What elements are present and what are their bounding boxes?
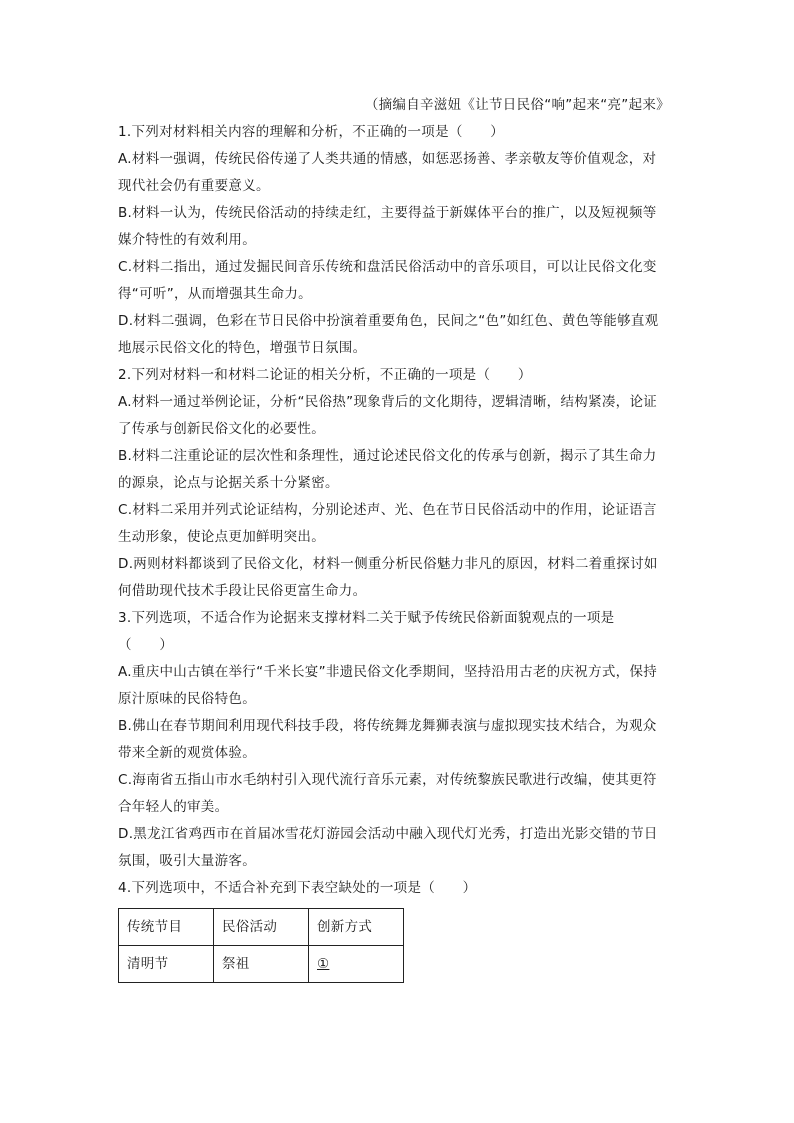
question-3-option-b: B.佛山在春节期间利用现代科技手段，将传统舞龙舞狮表演与虚拟现实技术结合，为观众带来全新的观赏体验。	[118, 718, 657, 761]
question-2-option-c: C.材料二采用并列式论证结构，分别论述声、光、色在节日民俗活动中的作用，论证语言生动形象，使论点更加鲜明突出。	[118, 502, 657, 545]
document-content	[118, 92, 670, 983]
question-4-stem: 4.下列选项中，不适合补充到下表空缺处的一项是（ ）	[118, 880, 477, 896]
question-3-option-d: D.黑龙江省鸡西市在首届冰雪花灯游园会活动中融入现代灯光秀，打造出光影交错的节日氛围，吸引大量游客。	[118, 826, 658, 869]
table-header-cell: 传统节目	[119, 909, 214, 946]
question-3-stem: 3.下列选项，不适合作为论据来支撑材料二关于赋予传统民俗新面貌观点的一项是	[118, 610, 615, 626]
question-3-stem-tail: （ ）	[118, 637, 174, 653]
question-1-stem: 1.下列对材料相关内容的理解和分析，不正确的一项是（ ）	[118, 124, 505, 140]
table-cell: 清明节	[119, 946, 214, 983]
question-1-option-d: D.材料二强调，色彩在节日民俗中扮演着重要角色，民间之“色”如红色、黄色等能够直观地展示民俗文化的特色，增强节日氛围。	[118, 313, 659, 356]
table-header-row	[119, 909, 404, 946]
question-2-option-d: D.两则材料都谈到了民俗文化，材料一侧重分析民俗魅力非凡的原因，材料二着重探讨如何借助现代技术手段让民俗更富生命力。	[118, 556, 658, 599]
question-1-option-b: B.材料一认为，传统民俗活动的持续走红，主要得益于新媒体平台的推广，以及短视频等媒介特性的有效利用。	[118, 205, 657, 248]
question-2-option-b: B.材料二注重论证的层次性和条理性，通过论述民俗文化的传承与创新，揭示了其生命力的源泉，论点与论据关系十分紧密。	[118, 448, 657, 491]
blank-marker: ①	[317, 955, 330, 972]
question-1-option-a: A.材料一强调，传统民俗传递了人类共通的情感，如惩恶扬善、孝亲敬友等价值观念，对现代社会仍有重要意义。	[118, 151, 657, 194]
source-citation: （摘编自辛滋妞《让节日民俗“响”起来“亮”起来》	[364, 97, 670, 113]
question-2-option-a: A.材料一通过举例论证，分析“民俗热”现象背后的文化期待，逻辑清晰，结构紧凑，论证了传承与创新民俗文化的必要性。	[118, 394, 658, 437]
table-cell: 祭祖	[214, 946, 309, 983]
question-2-stem: 2.下列对材料一和材料二论证的相关分析，不正确的一项是（ ）	[118, 367, 532, 383]
table-row	[119, 946, 404, 983]
question-1-option-c: C.材料二指出，通过发掘民间音乐传统和盘活民俗活动中的音乐项目，可以让民俗文化变得“可听”，从而增强其生命力。	[118, 259, 657, 302]
festival-table	[118, 908, 404, 983]
question-3-option-c: C.海南省五指山市水毛纳村引入现代流行音乐元素，对传统黎族民歌进行改编，使其更符合年轻人的审美。	[118, 772, 657, 815]
table-header-cell: 创新方式	[309, 909, 404, 946]
question-3-option-a: A.重庆中山古镇在举行“千米长宴”非遗民俗文化季期间，坚持沿用古老的庆祝方式，保持原汁原味的民俗特色。	[118, 664, 658, 707]
table-cell-blank	[309, 946, 404, 983]
table-header-cell: 民俗活动	[214, 909, 309, 946]
